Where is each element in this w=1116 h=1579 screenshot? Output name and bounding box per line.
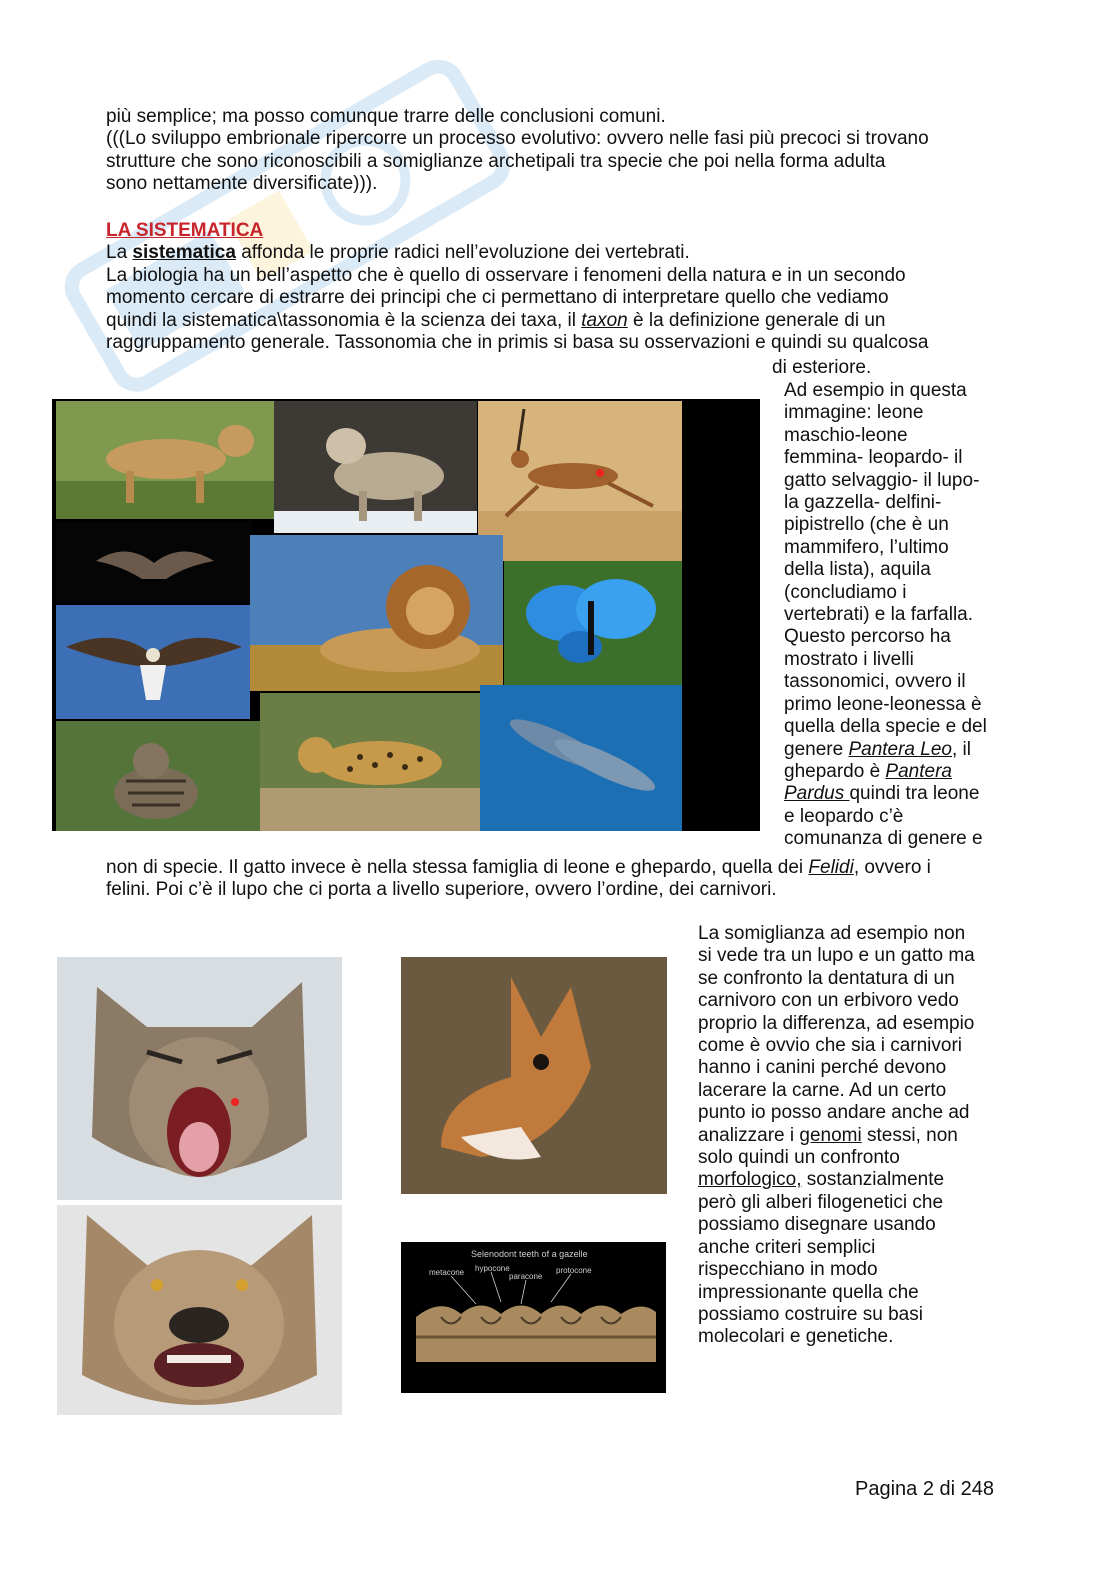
side-line: mostrato i livelli (784, 648, 914, 670)
continuation-paragraph (106, 857, 931, 902)
term-sistematica: sistematica (132, 242, 236, 264)
section-line: momento cercare di estrarre dei principi che ci permettano di interpretare quello che vediamo (106, 287, 889, 309)
side-line: Questo percorso ha (784, 626, 951, 648)
term-pardus: Pardus (784, 783, 850, 805)
continuation-line: felini. Poi c’è il lupo che ci porta a livello superiore, ovvero l’ordine, dei carnivori. (106, 879, 777, 901)
eagle-photo (56, 605, 250, 719)
lion-photo (250, 535, 503, 691)
text-run: , ovvero i (853, 857, 931, 878)
side-line: e leopardo c’è (784, 805, 904, 827)
side-line: la gazzella- delfini- (784, 492, 942, 514)
side-line: mammifero, l’ultimo (784, 536, 949, 558)
lioness-photo (56, 401, 274, 519)
side-line: primo leone-leonessa è (784, 693, 982, 715)
term-genomi: genomi (799, 1124, 862, 1146)
side-line: anche criteri semplici (698, 1236, 876, 1258)
intro-line: (((Lo sviluppo embrionale ripercorre un processo evolutivo: ovvero nelle fasi più precoci si trovano (106, 128, 929, 150)
side-line: della lista), aquila (784, 559, 931, 581)
side-line: tassonomici, ovvero il (784, 671, 966, 693)
side-line (784, 761, 987, 783)
section-line (106, 310, 1006, 332)
side-line: come è ovvio che sia i carnivori (698, 1035, 962, 1057)
animal-collage (52, 399, 760, 831)
teeth-illustration (401, 1242, 666, 1393)
side-line: punto io posso andare anche ad (698, 1102, 970, 1124)
side-line: se confronto la dentatura di un (698, 967, 955, 989)
section-line-end: di esteriore. (772, 357, 872, 378)
text-run: non di specie. Il gatto invece è nella stessa famiglia di leone e ghepardo, quella dei (106, 857, 809, 878)
side-line: si vede tra un lupo e un gatto ma (698, 945, 975, 967)
side-line: solo quindi un confronto (698, 1147, 900, 1169)
side-line: molecolari e genetiche. (698, 1326, 894, 1348)
side-line: però gli alberi filogenetici che (698, 1191, 944, 1213)
bat-photo (56, 521, 252, 603)
term-felidi: Felidi (808, 857, 854, 878)
gazelle-photo (478, 401, 682, 561)
side-line: rispecchiano in modo (698, 1259, 878, 1281)
side-line: carnivoro con un erbivoro vedo (698, 990, 959, 1012)
side-line: quella della specie e del (784, 716, 987, 738)
text-run: quindi la sistematica\tassonomia è la scienza dei taxa, il (106, 309, 582, 331)
intro-line: strutture che sono riconoscibili a somiglianze archetipali tra specie che poi nella forma adulta (106, 150, 886, 172)
side-line (698, 1169, 975, 1191)
side-line: impressionante quella che (698, 1281, 919, 1303)
side-line: femmina- leopardo- il (784, 447, 963, 469)
side-line: gatto selvaggio- il lupo- (784, 469, 980, 491)
text-run: analizzare i (698, 1124, 800, 1146)
term-pantera: Pantera (885, 760, 952, 782)
butterfly-photo (504, 561, 682, 685)
intro-line: più semplice; ma posso comunque trarre delle conclusioni comuni. (106, 106, 666, 127)
text-run: , il (951, 738, 971, 760)
text-run: ghepardo è (784, 760, 886, 782)
diagram-label: metacone (429, 1268, 465, 1277)
side-line (784, 783, 987, 805)
side-line: hanno i canini perché devono (698, 1057, 947, 1079)
section-heading: LA SISTEMATICA (106, 220, 264, 241)
snarling-cat-photo (57, 957, 342, 1200)
collage-side-text (784, 380, 987, 851)
text-run: genere (784, 738, 849, 760)
side-line (698, 1125, 975, 1147)
side-line: proprio la differenza, ad esempio (698, 1012, 975, 1034)
continuation-line (106, 857, 931, 879)
gazelle-head-photo (401, 957, 667, 1194)
intro-paragraph (106, 106, 929, 196)
side-line: maschio-leone (784, 424, 908, 446)
leopard-photo (260, 693, 480, 831)
term-taxon: taxon (581, 309, 628, 331)
side-line: pipistrello (che è un (784, 514, 949, 536)
side-line: Ad esempio in questa (784, 380, 967, 401)
wolf-photo (274, 401, 477, 533)
side-line: possiamo disegnare usando (698, 1214, 936, 1236)
side-line: (concludiamo i (784, 581, 907, 603)
text-run: affonda le proprie radici nell’evoluzione dei vertebrati. (235, 242, 690, 264)
wolf-head-photo (57, 1205, 342, 1415)
intro-line: sono nettamente diversificate))). (106, 173, 378, 195)
diagram-title: Selenodont teeth of a gazelle (471, 1249, 588, 1259)
diagram-label: hypocone (475, 1264, 510, 1273)
side-line: immagine: leone (784, 402, 924, 424)
text-run: sostanzialmente (801, 1169, 945, 1191)
section-paragraph-1 (106, 242, 1006, 264)
section-line: raggruppamento generale. Tassonomia che in primis si basa su osservazioni e quindi su qualcosa (106, 332, 929, 354)
selenodont-teeth-diagram (401, 1242, 666, 1393)
side-line (784, 739, 987, 761)
text-run: quindi tra leone (849, 783, 980, 805)
side-line: possiamo costruire su basi (698, 1303, 923, 1325)
term-morfologico: morfologico, (698, 1169, 802, 1191)
section-line: La biologia ha un bell’aspetto che è quello di osservare i fenomeni della natura e in un secondo (106, 264, 906, 286)
side-line: comunanza di genere e (784, 828, 983, 850)
teeth-side-text (698, 923, 975, 1349)
page-number: Pagina 2 di 248 (855, 1478, 995, 1500)
wildcat-photo (56, 721, 260, 831)
side-line: lacerare la carne. Ad un certo (698, 1079, 947, 1101)
side-line: vertebrati) e la farfalla. (784, 604, 974, 626)
text-run: stessi, non (861, 1124, 958, 1146)
term-pantera-leo: Pantera Leo (848, 738, 952, 760)
dolphins-photo (480, 685, 682, 831)
sistematica-section (106, 220, 1006, 354)
diagram-label: paracone (509, 1272, 543, 1281)
side-line: La somiglianza ad esempio non (698, 923, 966, 944)
text-run: è la definizione generale di un (627, 309, 886, 331)
text-run: La (106, 242, 133, 264)
diagram-label: protocone (556, 1266, 592, 1275)
